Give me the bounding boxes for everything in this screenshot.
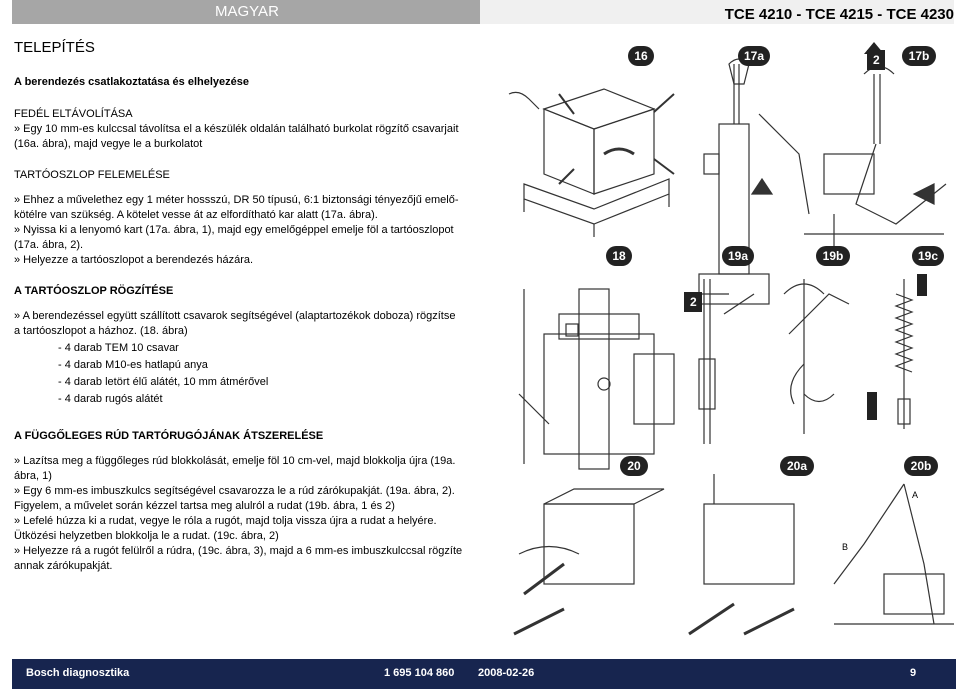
figure-label-19b: 19b bbox=[816, 246, 850, 266]
paragraph-line: ábra, 1) bbox=[14, 470, 52, 482]
section-heading: TARTÓOSZLOP FELEMELÉSE bbox=[14, 169, 170, 181]
figure-20a-drawing bbox=[689, 474, 794, 634]
figure-label-18: 18 bbox=[606, 246, 632, 266]
figure-label-20a: 20a bbox=[780, 456, 814, 476]
paragraph-line: » Egy 10 mm-es kulccsal távolítsa el a készülék oldalán található burkolat rögzítő csavarjait bbox=[14, 123, 459, 135]
figure-label-19c: 19c bbox=[912, 246, 944, 266]
model-header bbox=[480, 0, 954, 24]
callout-b: B bbox=[842, 542, 849, 552]
paragraph-line: a tartóoszlopot a házhoz. (18. ábra) bbox=[14, 325, 188, 337]
language-header bbox=[12, 0, 480, 24]
paragraph-line: » A berendezéssel együtt szállított csavarok segítségével (alaptartozékok doboza) rögzítse bbox=[14, 310, 456, 322]
paragraph-line: (16a. ábra), majd vegye le a burkolatot bbox=[14, 138, 203, 150]
footer-company: Bosch diagnosztika bbox=[26, 667, 130, 679]
callout-2: 2 bbox=[867, 50, 885, 70]
figure-19c-drawing bbox=[896, 279, 912, 429]
section-cover-removal bbox=[14, 107, 488, 152]
section-heading: FEDÉL ELTÁVOLÍTÁSA bbox=[14, 108, 133, 120]
list-item: - 4 darab M10-es hatlapú anya bbox=[58, 359, 208, 371]
figure-20-drawing bbox=[514, 489, 664, 634]
list-item: - 4 darab rugós alátét bbox=[58, 393, 163, 405]
section-heading: A FÜGGŐLEGES RÚD TARTÓRUGÓJÁNAK ÁTSZERELÉSE bbox=[14, 430, 324, 442]
paragraph-line: » Helyezze rá a rugót felülről a rúdra, (19c. ábra, 3), majd a 6 mm-es imbuszkulccsal rögzíte bbox=[14, 545, 463, 557]
figure-20b-drawing bbox=[834, 484, 954, 624]
paragraph-line: kötélre van szükség. A kötelet vesse át az elfordítható kar alatt (17a. ábra). bbox=[14, 209, 378, 221]
model-title: TCE 4210 - TCE 4215 - TCE 4230 bbox=[724, 6, 954, 23]
section-column-fixing bbox=[14, 284, 488, 407]
paragraph-line: (17a. ábra, 2). bbox=[14, 239, 84, 251]
page-subtitle: A berendezés csatlakoztatása és elhelyezése bbox=[14, 76, 250, 88]
language-label: MAGYAR bbox=[215, 3, 279, 20]
figure-18-drawing bbox=[519, 289, 674, 469]
installation-figures bbox=[504, 34, 956, 644]
paragraph-line: » Lefelé húzza ki a rudat, vegye le róla a rugót, majd tolja vissza újra a rudat a helyére. bbox=[14, 515, 437, 527]
figure-label-17a: 17a bbox=[738, 46, 770, 66]
figure-label-20: 20 bbox=[620, 456, 648, 476]
figure-label-20b: 20b bbox=[904, 456, 938, 476]
paragraph-line: » Ehhez a művelethez egy 1 méter hossszú, DR 50 típusú, 6:1 biztonsági tényezőjű emelő- bbox=[14, 194, 459, 206]
footer-code: 1 695 104 860 bbox=[384, 667, 455, 679]
figure-19b-drawing bbox=[784, 279, 849, 434]
section-column-lifting bbox=[14, 168, 488, 268]
figure-17b-drawing bbox=[804, 67, 946, 255]
paragraph-line: » Nyissa ki a lenyomó kart (17a. ábra, 1), majd egy emelőgéppel emelje föl a tartóoszlopot bbox=[14, 224, 454, 236]
paragraph-line: » Lazítsa meg a függőleges rúd blokkolását, emelje föl 10 cm-vel, majd blokkolja újra (19a. bbox=[14, 455, 456, 467]
paragraph-line: annak zárókupakját. bbox=[14, 560, 113, 572]
paragraph-line: Figyelem, a művelet során kézzel tartsa meg alulról a rudat (19b. ábra, 1 és 2) bbox=[14, 500, 395, 512]
list-item: - 4 darab TEM 10 csavar bbox=[58, 342, 179, 354]
figure-17a-drawing bbox=[699, 59, 809, 304]
figure-label-16: 16 bbox=[628, 46, 654, 66]
page-title: TELEPÍTÉS bbox=[14, 39, 95, 56]
figure-label-19a: 19a bbox=[722, 246, 754, 266]
section-spring-refit bbox=[14, 429, 488, 574]
footer-date: 2008-02-26 bbox=[478, 667, 535, 679]
figure-16-drawing bbox=[509, 89, 674, 237]
list-item: - 4 darab letört élű alátét, 10 mm átmérővel bbox=[58, 376, 269, 388]
figures-panel bbox=[504, 34, 956, 644]
paragraph-line: Ütközési helyzetben blokkolja le a rudat. (19c. ábra, 2) bbox=[14, 530, 279, 542]
paragraph-line: » Egy 6 mm-es imbuszkulcs segítségével csavarozza le a rúd zárókupakját. (19a. ábra, 2). bbox=[14, 485, 455, 497]
figure-label-17b: 17b bbox=[902, 46, 936, 66]
section-heading: A TARTÓOSZLOP RÖGZÍTÉSE bbox=[14, 285, 174, 297]
paragraph-line: » Helyezze a tartóoszlopot a berendezés házára. bbox=[14, 254, 254, 266]
page-number: 9 bbox=[910, 667, 917, 679]
callout-2-fig19a: 2 bbox=[684, 292, 702, 312]
callout-a: A bbox=[912, 490, 919, 500]
page-footer bbox=[12, 659, 956, 689]
text-column bbox=[14, 40, 488, 574]
